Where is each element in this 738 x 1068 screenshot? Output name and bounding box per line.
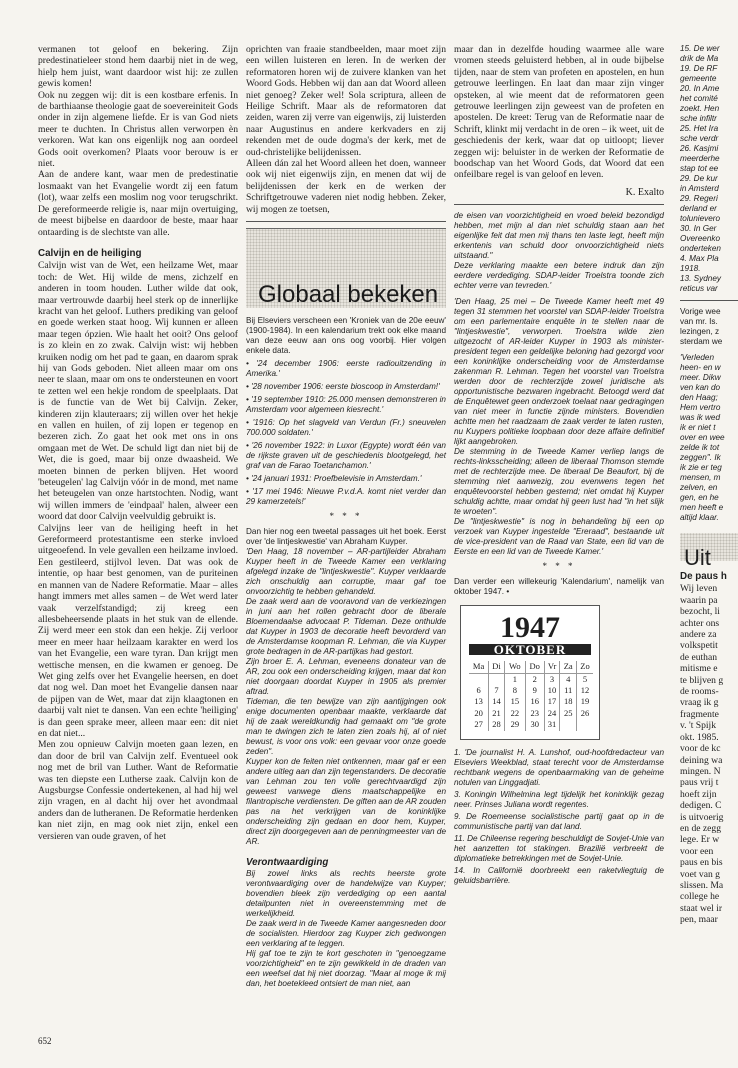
section-banner <box>246 228 446 308</box>
list-item: 20. In Ame <box>680 84 720 93</box>
quote: Bij zowel links als rechts heerste grote verontwaardiging over de handelwijze van Kuyper; bovendien bleek zijn verdediging op een aantal detailpunten niet in overeenstemming met de werkelijkheid. <box>246 868 446 918</box>
list-item: mensen, m <box>680 473 721 482</box>
list-item: van mr. Is. <box>680 317 718 326</box>
calendar-day: 10 <box>544 685 560 696</box>
intro: Bij Elseviers verscheen een 'Kroniek van de 20e eeuw' (1900-1984). In een kalendarium trekt ook elke maand van deze eeuw aan ons oog voorbij. Hier volgen enkele data. <box>246 316 446 356</box>
list-item: voet van g <box>680 868 720 880</box>
list-item: 26. Kasjmi <box>680 144 719 153</box>
list-item: vraag ik g <box>680 697 719 709</box>
calendar-day: 22 <box>504 708 525 719</box>
list-item: staat wel ir <box>680 902 723 914</box>
calendar <box>460 605 600 740</box>
column-1 <box>38 44 238 842</box>
calendar-day: 28 <box>489 719 505 730</box>
list-item: dedigen. C <box>680 800 722 812</box>
calendar-grid <box>469 661 593 730</box>
calendar-weekday: Zo <box>576 661 593 673</box>
list-item: college he <box>680 891 720 903</box>
quote: De stemming in de Tweede Kamer verliep langs de rechts-linksscheiding; alleen de liberaal Thomson stemde met de rechterzijde mee. De liberaal De Beaufort, bij de stemming niet aanwezig, zou evenwens tegen het enquêtevoorstel hebben gestemd; niet omdat hij Kuyper schuldig achtte, maar omdat hij geen lust had "in het slijk te wroeten". <box>454 447 664 517</box>
list-item: Vorige wee <box>680 307 721 316</box>
list-item: zelde ik tot <box>680 443 720 452</box>
separator: * * * <box>542 561 576 572</box>
list-item: 1918. <box>680 264 701 273</box>
column-3 <box>454 44 664 886</box>
banner-title: Uit <box>684 544 711 570</box>
paragraph: Dan verder een willekeurig 'Kalendarium', namelijk van oktober 1947. • <box>454 576 664 596</box>
list-item: over en wee <box>680 433 725 442</box>
bullet-list <box>246 359 446 507</box>
list-item: 4. Max Pla <box>680 254 719 263</box>
list-item: meer. Dikw <box>680 373 721 382</box>
paragraph: Aan de andere kant, waar men de predestinatie losmaakt van het Evangelie wordt zij een fatum (lot), waar zelfs een moslim nog voor terugschrikt. De gereformeerde religie is, naar mijn overtuiging, de meest bijbelse en daardoor de beste, maar haar ontaarding is de slechtste van alle. <box>38 169 238 238</box>
list-item: zeggen". Ik <box>680 453 721 462</box>
list-item: voor de kc <box>680 743 721 755</box>
calendar-weekday: Ma <box>469 661 489 673</box>
list-item: voor een <box>680 845 714 857</box>
cropped-text <box>680 583 738 925</box>
calendar-day: 29 <box>504 719 525 730</box>
calendar-day <box>469 673 489 685</box>
divider <box>680 300 738 301</box>
calendar-month: OKTOBER <box>469 644 591 655</box>
list-item: ik zie er teg <box>680 463 722 472</box>
calendar-day: 1 <box>504 673 525 685</box>
list-item: 14. In Californië doorbreekt een raketvliegtuig de geluidsbarrière. <box>454 865 664 885</box>
calendar-weekday: Di <box>489 661 505 673</box>
list-item: andere za <box>680 629 717 641</box>
list-item: derland er <box>680 204 717 213</box>
calendar-day: 20 <box>474 707 483 718</box>
calendar-day: 16 <box>525 696 544 707</box>
calendar-day: 15 <box>504 696 525 707</box>
cropped-text <box>680 353 738 523</box>
list-item: sterdam we <box>680 337 723 346</box>
calendar-year: 1947 <box>500 610 560 644</box>
calendar-day <box>560 719 577 730</box>
list-item: paus vrij t <box>680 777 719 789</box>
calendar-weekday: Za <box>560 661 577 673</box>
kalendarium-notes <box>454 748 664 886</box>
list-item: mitisme e <box>680 663 718 675</box>
list-item: okt. 1985. <box>680 731 719 743</box>
calendar-day: 18 <box>560 696 577 707</box>
calendar-day: 25 <box>560 708 577 719</box>
calendar-day: 14 <box>489 696 505 707</box>
list-item: drik de Ma <box>680 54 719 63</box>
list-item: 19. De RF <box>680 64 718 73</box>
list-item: hoeft zijn <box>680 788 717 800</box>
list-item: 'Verleden <box>680 353 715 362</box>
list-item: sche infiltr <box>680 114 717 123</box>
list-item: reticus var <box>680 284 718 293</box>
list-item: te blijven g <box>680 674 724 686</box>
banner-title: Globaal bekeken <box>258 280 439 308</box>
list-item: • '19 september 1910: 25.000 mensen demonstreren in Amsterdam voor algemeen kiesrecht.' <box>246 395 446 415</box>
calendar-day: 27 <box>474 719 483 730</box>
list-item: • '26 november 1922: in Luxor (Egypte) wordt één van de rijkste graven uit de geschiedenis blootgelegd, het graf van de Farao Toetanchamon.' <box>246 441 446 471</box>
list-item: Hem vertro <box>680 403 721 412</box>
list-item: 13. Sydney <box>680 274 721 283</box>
calendar-day: 7 <box>489 685 505 696</box>
calendar-day: 19 <box>576 696 593 707</box>
list-item: zoekt. Hen <box>680 104 720 113</box>
list-item: zelven, en <box>680 483 718 492</box>
paragraph: Alleen dán zal het Woord alleen het doen, wanneer ook wij niet eigenwijs zijn, en menen dat wij de belijdenissen der kerk en de werken der Schriftgetrouwe vaderen niet nodig hebben. Zeker, wij mogen ze toetsen, <box>246 158 446 215</box>
paragraph: maar dan in dezelfde houding waarmee alle ware vromen steeds geluisterd hebben, al in oude bijbelse tijden, naar de stem van profeten en apostelen, en hun getrouwe leerlingen. En laat dan maar zijn vinger opsteken, al wie meent dat de reformatoren geen getrouwe leerlingen zijn geweest van de profeten en apostelen. De kreet: Terug van de Reformatie naar de Schrift, klinkt mij verdacht in de oren – ik weet, uit de geschiedenis der kerk, waar dat op uitloopt; liever zeggen wij: beluister in de werken der Reformatie de boodschap van het Woord Gods, dat Woord dat een onfeilbare regel is van geloof en leven. <box>454 44 664 181</box>
list-item: heen- en w <box>680 363 721 372</box>
list-item: in Amsterd <box>680 184 719 193</box>
column-4-cropped <box>680 44 738 1044</box>
paragraph: Dan hier nog een tweetal passages uit het boek. Eerst over 'de lintjeskwestie' van Abraham Kuyper. <box>246 526 446 546</box>
list-item: lege. Er w <box>680 834 720 846</box>
list-item: lezingen, z <box>680 327 720 336</box>
list-item: altijd klaar. <box>680 513 719 522</box>
list-item: en de zegg <box>680 822 722 834</box>
quote: Hij gaf toe te zijn te kort geschoten in "genoegzame voorzichtigheid" en te zijn gewikkeld in de draden van een weefsel dat hij niet doorzag. "Maar al moge ik mij dan, het boetekleed ontsiert de man niet, aan <box>246 948 446 988</box>
paragraph: Men zou opnieuw Calvijn moeten gaan lezen, en dan door de bril van Calvijn zelf. Eventueel ook nog met de bril van Luther. Want de Reformatie was ten diepste een Lutherse zaak. Calvijn kon de Augsburgse Confessie ondertekenen, al had hij wel zijn vragen, en al dacht hij over het avondmaal anders dan de lutheranen. De Reformatie herdenken kan niet zijn, en mag ook niet zijn, enkel een versieren van oude graven, of het <box>38 739 238 842</box>
quote: de eisen van voorzichtigheid en vroed beleid bezondigd hebben, met mijn al dan niet schuldig staan aan het eigenlijke feit dat men mij thans ten laste legt, heeft mijn erkentenis van schuld door onvoorzichtigheid niets uitstaand." <box>454 211 664 261</box>
quote: De zaak werd aan de vooravond van de verkiezingen in juni aan het rollen gebracht door de liberale Bloemendaalse advocaat P. Tideman. Deze onthulde dat Kuyper in 1903 de decoratie heeft bevorderd van de Amsterdamse koopman R. Lehman, die via Kuyper grote bedragen in de AR-partijkas had gestort. <box>246 596 446 656</box>
calendar-day: 5 <box>576 673 593 685</box>
calendar-day: 2 <box>525 673 544 685</box>
list-item: 1. 'De journalist H. A. Lunshof, oud-hoofdredacteur van Elseviers Weekblad, staat terecht voor de Amsterdamse rechtbank wegens de openbaarmaking van de geheime notulen van Linggadjati. <box>454 747 664 787</box>
list-item: meerderhe <box>680 154 720 163</box>
list-item: de euthan <box>680 651 718 663</box>
list-item: • '28 november 1906: eerste bioscoop in Amsterdam!' <box>246 382 440 392</box>
list-item: fragmente <box>680 708 719 720</box>
list-item: 29. Regeri <box>680 194 718 203</box>
calendar-day <box>489 673 505 685</box>
cropped-text <box>680 307 738 347</box>
list-item: stap tot ee <box>680 164 719 173</box>
list-item: • '17 mei 1946: Nieuwe P.v.d.A. komt niet verder dan 29 kamerzetels!' <box>246 487 446 507</box>
list-item: v. 't Spijk <box>680 720 717 732</box>
quote: De "lintjeskwestie" is nog in behandeling bij een op verzoek van Kuyper ingestelde "Ereraad", bestaande uit de vice-president van de Raad van State, een lid van de Eerste en een lid van de Tweede Kamer.' <box>454 517 664 557</box>
calendar-day: 21 <box>489 708 505 719</box>
calendar-day: 23 <box>525 708 544 719</box>
list-item: volkspetit <box>680 640 718 652</box>
author-signature: K. Exalto <box>625 186 664 198</box>
paragraph: Ook nu zeggen wij: dit is een kostbare erfenis. In de barthiaanse theologie gaat de soevereiniteit Gods onder in zijn algemene liefde. Er is van God niets meer te duchten. In Christus allen verworpen èn verkoren. Wat kan ons eigenlijk nog aan oordeel Gods ooit overkomen? Plaats voor berouw is er niet. <box>38 89 238 170</box>
list-item: paus en bis <box>680 857 723 869</box>
list-item: waarin pa <box>680 594 718 606</box>
list-item: is uitvoerig <box>680 811 724 823</box>
list-item: 29. De kur <box>680 174 718 183</box>
list-item: gen, en he <box>680 493 719 502</box>
calendar-day: 31 <box>544 719 560 730</box>
divider <box>246 221 446 222</box>
list-item: de rooms- <box>680 686 719 698</box>
quote: Kuyper kon de feiten niet ontkennen, maar gaf er een andere uitleg aan dan zijn tegenstanders. De decoratie van Lehman zou ten volle gerechtvaardigd zijn geweest vanwege diens maatschappelijke en filantropische verdiensten. De giften aan de AR zouden pas na het verkrijgen van de koninklijke onderscheiding zijn gedaan en door hem, Kuyper, direct zijn doorgegeven aan de penningmeester van de AR. <box>246 756 446 846</box>
calendar-day: 24 <box>544 708 560 719</box>
list-item: bezocht, li <box>680 606 720 618</box>
list-item: achter ons <box>680 617 720 629</box>
cropped-list <box>680 44 738 294</box>
paragraph: vermanen tot geloof en bekering. Zijn predestinatieleer stond hem daarbij niet in de weg, hielp hem juist, want daardoor wist hij: ze zullen gewis komen! <box>38 44 238 90</box>
quote: Zijn broer E. A. Lehman, eveneens donateur van de AR, zou ook een onderscheiding krijgen, maar dat kon niet doorgaan doordat Kuyper in 1905 als premier aftrad. <box>246 656 446 696</box>
list-item: • '24 december 1906: eerste radiouitzending in Amerika.' <box>246 359 446 379</box>
section-banner <box>680 533 738 570</box>
calendar-weekday: Do <box>525 661 544 673</box>
list-item: het comité <box>680 94 718 103</box>
list-item: was ik wed <box>680 413 721 422</box>
list-item: 11. De Chileense regering beschuldigt de Sovjet-Unie van het aanzetten tot stakingen. Brazilië verbreekt de diplomatieke betrekkingen met de Sovjet-Unie. <box>454 833 664 863</box>
section-heading: De paus h <box>680 571 727 582</box>
list-item: gemeente <box>680 74 717 83</box>
list-item: slissen. Ma <box>680 879 724 891</box>
list-item: • '24 januari 1931: Proefbelevisie in Amsterdam.' <box>246 474 422 484</box>
calendar-day: 11 <box>560 685 577 696</box>
list-item: sche verdr <box>680 134 719 143</box>
list-item: 15. De wer <box>680 44 720 53</box>
list-item: 9. De Roemeense socialistische partij gaat op in de communistische partij van dat land. <box>454 811 664 831</box>
list-item: pen, maar <box>680 914 718 926</box>
list-item: deining wa <box>680 754 723 766</box>
calendar-day: 9 <box>525 685 544 696</box>
paragraph: oprichten van fraaie standbeelden, maar moet zijn een willen luisteren en leren. In de werken der reformatoren horen wij de zuivere klanken van het Woord Gods. Hebben wij dan aan dat Woord alleen niet genoeg? Zeker wel! Sola scriptura, alleen de Heilige Schrift. Maar als de reformatoren dat zeiden, waren zij verre van eigenwijs, zij luisterden naar Augustinus en andere kerkvaders en zij rekenden met de oude dogma's der kerk, met de oud-christelijke belijdenissen. <box>246 44 446 158</box>
calendar-day: 13 <box>474 696 483 707</box>
quote: De zaak werd in de Tweede Kamer aangesneden door de socialisten. Hierdoor zag Kuyper zich gedwongen een verklaring af te leggen. <box>246 918 446 948</box>
list-item: ven kan do <box>680 383 721 392</box>
calendar-day: 17 <box>544 696 560 707</box>
quote: Tideman, die ten bewijze van zijn aantijgingen ook enige documenten openbaar maakte, verklaarde dat hij de zaak wereldkundig had gemaakt om "de grote man te dwingen zich te laten zien zoals hij, al of niet bewust, is voor ons volk: een gevaar voor onze goede zeden". <box>246 696 446 756</box>
list-item: 25. Het Ira <box>680 124 719 133</box>
section-heading: Calvijn en de heiliging <box>38 247 142 259</box>
calendar-day: 30 <box>525 719 544 730</box>
divider <box>454 204 664 205</box>
calendar-weekday: Wo <box>504 661 525 673</box>
list-item: 3. Koningin Wilhelmina legt tijdelijk het koninklijk gezag neer. Prinses Juliana wordt regentes. <box>454 789 664 809</box>
quote: 'Den Haag, 25 mei – De Tweede Kamer heeft met 49 tegen 31 stemmen het voorstel van SDAP-leider Troelstra om een parlementaire enquête in te stellen naar de "lintjeskwestie", verworpen. Troelstra wilde zien uitgezocht of AR-leider Kuyper in 1903 als minister-president tegen een geldelijke beloning had gezorgd voor een koninklijke onderscheiding voor de Amsterdamse zakenman R. Lehman. Tegen het voorstel van Troelstra werden door de rechterzijde zowel juridische als opportunistische bezwaren ingebracht. Betoogd werd dat de Enquêtewet geen onderzoek toelaat naar gedragingen van niet meer in functie zijnde ministers. Bovendien achtte men het raadzaam de zaak verder te laten rusten, nu Kuypers politieke loopbaan door deze affaire definitief lijkt aangebroken. <box>454 297 664 447</box>
paragraph: Calvijn wist van de Wet, een heilzame Wet, maar toch: de Wet. Hij wilde de mens, zichzelf en anderen in toom houden. Luther wilde dat ook, maar vertrouwde daarbij heel sterk op de innerlijke kracht van het geloof. Luthers prediking van geloof en goede werken staat hoog. Wij kunnen er alleen maar tegen ópzien. Wie haalt het ooit? Ons geloof is zo klein en zo zwak. Calvijn wist: wij hebben kruiken nodig om het pad te gaan, en daarom sprak hij van Gods geboden. Niet alleen maar om ons neer te slaan, maar om ons te ondersteunen en voort te zetten wel een hekje rondom de speelplaats. Dat is de functie van de Wet bij Calvijn. Zeker, kinderen zijn klauteraars; zij willen over het hekje en vallen en huilen, of zij lopen er tegenop en bezeren zich. Zo gaat het ook met ons in ons omgaan met de Wet. De schuld ligt dan niet bij de Wet, die is goed, maar bij onze dwaasheid. We moeten binnen de perken blijven. Het woord 'beteugelen' lag Calvijn vóór in de mond, met name het beteugelen van onze hartstochten. Nodig, want wij willen immers de 'eindpaal' halen, alweer een woord dat door Calvijn veelvuldig gebruikt is. <box>38 260 238 523</box>
list-item: • '1916: Op het slagveld van Verdun (Fr.) sneuvelen 700.000 soldaten.' <box>246 418 446 438</box>
list-item: tolunievero <box>680 214 721 223</box>
section-heading: Verontwaardiging <box>246 856 329 868</box>
list-item: mingen. N <box>680 765 721 777</box>
calendar-day: 12 <box>576 685 593 696</box>
list-item: Wij leven <box>680 583 718 595</box>
paragraph: Calvijns leer van de heiliging heeft in het Gereformeerd protestantisme een sterke invloed uitgeoefend. In vele gevallen een heilzame invloed. Een gestileerd, stijlvol leven. Dat was ook de intentie, op haar best genomen, van de puriteinen en mannen van de Nadere Reformatie. Maar – alles hangt immers met alles samen – de Wet werd later vaak verzelfstandigd; zij kreeg een allesbeheersende plaats in het stuk van de ellende. Zij werd meer een stok dan een hekje. Zij verloor meer en meer haar heilzaam karakter en werd los van het Evangelie, een ware tyran. Dan krijgt men wettische mensen, en die kwamen er genoeg. De Wet ging zelfs over het Evangelie heersen, en doet dat nog wel. Dan moet het Evangelie dansen naar de pijpen van de Wet, maar dat zijn klaagtonen en daarbij valt niet te dansen. Van een echte 'heiliging' is dan geen sprake meer, alleen maar een: dit niet en dat niet... <box>38 522 238 739</box>
calendar-day: 3 <box>544 673 560 685</box>
quote: Deze verklaring maakte een betere indruk dan zijn eerdere verdediging. SDAP-leider Troelstra toonde zich echter verre van tevreden.' <box>454 261 664 291</box>
list-item: ik er niet t <box>680 423 716 432</box>
list-item: den Haag; <box>680 393 718 402</box>
list-item: Overeenko <box>680 234 721 243</box>
calendar-day: 8 <box>504 685 525 696</box>
calendar-day <box>576 719 593 730</box>
quote: 'Den Haag, 18 november – AR-partijleider Abraham Kuyper heeft in de Tweede Kamer een verklaring afgelegd inzake de "lintjeskwestie". Kuyper verklaarde zich onschuldig aan corruptie, maar gaf toe onvoorzichtig te hebben gehandeld. <box>246 546 446 596</box>
calendar-day: 6 <box>476 684 481 695</box>
calendar-weekday: Vr <box>544 661 560 673</box>
page-number: 652 <box>38 1036 52 1046</box>
separator: * * * <box>329 511 363 522</box>
list-item: men heeft e <box>680 503 724 512</box>
list-item: 30. In Ger <box>680 224 717 233</box>
column-2 <box>246 44 446 989</box>
calendar-day: 4 <box>560 673 577 685</box>
list-item: onderteken <box>680 244 721 253</box>
calendar-day: 26 <box>576 708 593 719</box>
